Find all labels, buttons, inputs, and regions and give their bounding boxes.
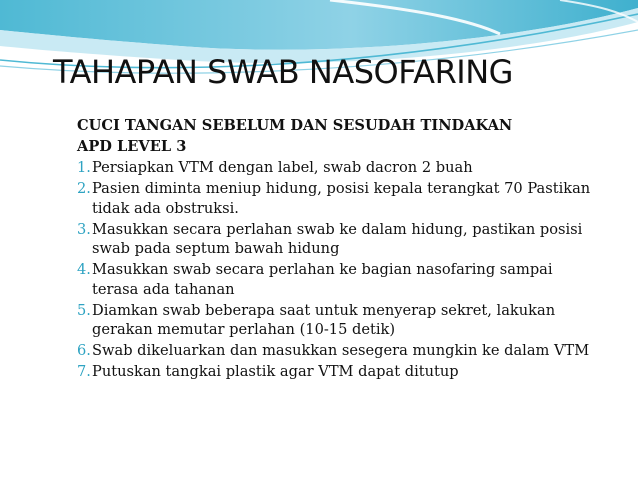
step-number: 7.: [77, 363, 91, 380]
step-number: 3.: [77, 220, 91, 238]
step-text: Pasien diminta meniup hidung, posisi kepala terangkat 70 Pastikan tidak ada obstruksi.: [92, 180, 591, 217]
step-number: 1.: [77, 159, 91, 176]
heading-apd-level: APD LEVEL 3: [77, 138, 187, 155]
heading-hand-wash: CUCI TANGAN SEBELUM DAN SESUDAH TINDAKAN: [77, 117, 513, 134]
step-text: Putuskan tangkai plastik agar VTM dapat ditutup: [92, 363, 459, 380]
step-text: Masukkan swab secara perlahan ke bagian nasofaring sampai terasa ada tahanan: [92, 261, 553, 298]
list-item: [77, 158, 597, 178]
list-item: [77, 220, 597, 259]
list-item: [77, 341, 597, 361]
step-text: Diamkan swab beberapa saat untuk menyerap sekret, lakukan gerakan memutar perlahan (10-15 detik): [92, 301, 556, 338]
step-text: Swab dikeluarkan dan masukkan sesegera mungkin ke dalam VTM: [92, 342, 590, 359]
step-number: 5.: [77, 301, 91, 319]
list-item: [77, 301, 597, 340]
slide-title: TAHAPAN SWAB NASOFARING: [53, 53, 513, 91]
list-item: [77, 260, 597, 299]
step-text: Masukkan secara perlahan swab ke dalam hidung, pastikan posisi swab pada septum bawah hidung: [92, 220, 583, 257]
steps-list: [77, 158, 597, 382]
step-number: 4.: [77, 261, 91, 278]
step-number: 6.: [77, 342, 91, 359]
step-number: 2.: [77, 180, 91, 197]
list-item: [77, 179, 597, 218]
slide-content: [77, 116, 597, 383]
list-item: [77, 362, 597, 382]
step-text: Persiapkan VTM dengan label, swab dacron 2 buah: [92, 159, 473, 176]
